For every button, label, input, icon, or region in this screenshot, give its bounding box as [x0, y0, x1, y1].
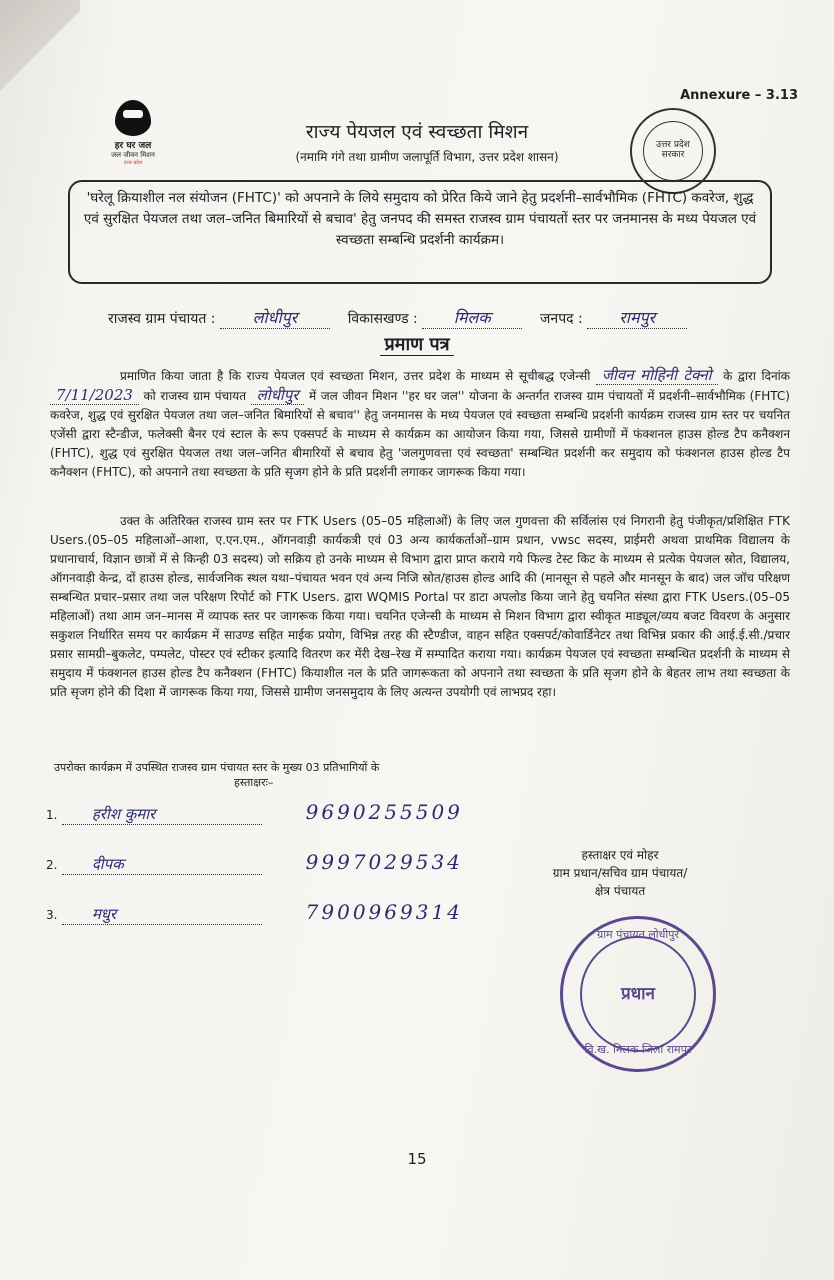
- participant-number: 3.: [46, 908, 58, 922]
- block-value: मिलक: [422, 306, 522, 329]
- stamp-bottom-text: वि.ख. मिलक जिला रामपुर: [584, 1043, 692, 1056]
- district-label: जनपद :: [540, 311, 583, 327]
- mission-title: राज्य पेयजल एवं स्वच्छता मिशन: [305, 121, 529, 143]
- block-label: विकासखण्ड :: [347, 311, 418, 327]
- certificate-title: [0, 332, 834, 356]
- participant-row: [46, 850, 463, 875]
- participant-name: मधुर: [62, 904, 262, 925]
- stamp-line2: ग्राम प्रधान/सचिव ग्राम पंचायत/: [552, 866, 688, 880]
- para1-to-panchayat: को राजस्व ग्राम पंचायत: [143, 389, 247, 403]
- mission-subtitle: (नमामि गंगे तथा ग्रामीण जलापूर्ति विभाग, उत्तर प्रदेश शासन): [295, 150, 559, 164]
- participant-number: 1.: [46, 808, 58, 822]
- stamp-line1: हस्ताक्षर एवं मोहर: [581, 848, 659, 862]
- location-line: [108, 306, 687, 329]
- stamp-inner-ring: [580, 936, 696, 1052]
- district-value: रामपुर: [587, 306, 687, 329]
- stamp-top-text: ग्राम पंचायत लोधीपुर: [596, 928, 680, 941]
- participant-name: दीपक: [62, 854, 262, 875]
- participant-phone: 9690255509: [305, 800, 463, 824]
- logo-line2: जल जीवन मिशन: [111, 151, 155, 159]
- program-title-text: 'घरेलू क्रियाशील नल संयोजन (FHTC)' को अपनाने के लिये समुदाय को प्रेरित किये जाने हेतु प्रदर्शनी–सार्वभौमिक (FHTC) कवरेज, शुद्ध एवं सुरक्षित पेयजल तथा जल–जनित बिमारियों से बचाव' हेतु जनपद की समस्त राजस्व ग्राम पंचायतों स्तर पर जनमानस के मध्य पेयजल एवं स्वच्छता सम्बन्धि प्रदर्शनी कार्यक्रम।: [83, 190, 757, 248]
- para1-intro: प्रमाणित किया जाता है कि राज्य पेयजल एवं स्वच्छता मिशन, उत्तर प्रदेश के माध्यम से सूचीबद्ध एजेन्सी: [120, 369, 591, 383]
- para1-panchayat: लोधीपुर: [251, 386, 305, 405]
- annexure-label: Annexure – 3.13: [680, 88, 798, 103]
- participant-row: [46, 800, 463, 825]
- participant-name: हरीश कुमार: [62, 804, 262, 825]
- emblem-text: उत्तर प्रदेश सरकार: [643, 121, 703, 181]
- participant-phone: 9997029534: [305, 850, 463, 874]
- panchayat-label: राजस्व ग्राम पंचायत :: [108, 311, 216, 327]
- signatures-intro-line1: उपरोक्त कार्यक्रम में उपस्थित राजस्व ग्राम पंचायत स्तर के मुख्य 03 प्रतिभागियों के: [54, 761, 380, 774]
- signatures-intro: [54, 760, 379, 790]
- participant-phone: 7900969314: [305, 900, 463, 924]
- stamp-signature-block: [520, 846, 720, 900]
- panchayat-value: लोधीपुर: [220, 306, 330, 329]
- certificate-title-text: प्रमाण पत्र: [380, 334, 453, 356]
- paragraph-1: [50, 366, 790, 482]
- logo-line3: उत्तर प्रदेश: [123, 160, 143, 166]
- stamp-center-text: प्रधान: [621, 984, 655, 1004]
- participant-number: 2.: [46, 858, 58, 872]
- paragraph-2: उक्त के अतिरिक्त राजस्व ग्राम स्तर पर FTK Users (05–05 महिलाओं) के लिए जल गुणवत्ता की सर्विलांस एवं निगरानी हेतु पंजीकृत/प्रशिक्षित FTK Users.(05–05 महिलाओं–आशा, ए.एन.एम., ऑगनवाड़ी कार्यकत्री एवं 03 अन्य कार्यकर्ताओं–ग्राम प्रधान, vwsc सदस्य, प्राईमरी अथवा प्राथमिक विद्यालय के प्रधानाचार्य, विज्ञान छात्रों में से किन्ही 03 सदस्य) जो सक्रिय हो उनके माध्यम से विभाग द्वारा प्राप्त कराये गये फिल्ड टेस्ट किट के माध्यम से प्रत्येक पेयजल स्रोत, विद्यालय, ऑगनवाड़ी केन्द्र, दों हाउस होल्ड, सार्वजनिक स्थल यथा–पंचायत भवन एवं अन्य निजि स्रोत/हाउस होल्ड आदि की (मानसून से पहले और मानसून के बाद) जल जॉच परिक्षण सम्बन्धित प्रचार–प्रसार तथा जल परिक्षण रिपोर्ट को FTK Users. द्वारा WQMIS Portal पर डाटा अपलोड किया जाने हेतु चयनित संस्था द्वारा FTK Users.(05–05 महिलाओं) तथा आम जन–मानस में व्यापक स्तर पर जागरूक किया गया। चयनित एजेन्सी के माध्यम से मिशन विभाग द्वारा स्वीकृत माड्यूल/व्यय बजट विवरण के अनुसार सकुशल निर्धारित समय पर कार्यक्रम में साउण्ड सहित माईक प्रयोग, विभिन्न तरह की स्टैण्डीज, वाहन सहित एक्सपर्ट/कोवार्डिनेटर तथा विभिन्न प्रकार की आई.ई.सी./प्रचार प्रसार सामग्री–बुकलेट, पम्पलेट, पोस्टर एवं स्टीकर इत्यादि वितरण कर मेंरी देख–रेख में सम्पादित कराया गया। कार्यक्रम पेयजल एवं स्वच्छता सम्बन्धित प्रदर्शनी के माध्यम से समुदाय में फंक्शनल हाउस होल्ड टैप कनैक्शन (FHTC) कियाशील नल के प्रति जागरूकता को अपनाने तथा स्वच्छता के प्रति सृजग होने के बेहतर लाभ तथा स्वच्छता के प्रति सृजग होने की दिशा में जागरूक किया गया, जिससे ग्रामीण जनसमुदाय के लिए अत्यन्त उपयोगी एवं लाभप्रद रहा।: [50, 514, 790, 699]
- signatures-intro-line2: हस्ताक्षरः–: [234, 776, 274, 789]
- logo-line1: हर घर जल: [114, 141, 152, 151]
- stamp-line3: क्षेत्र पंचायत: [594, 884, 646, 898]
- agency-name: जीवन मोहिनी टेक्नो: [596, 366, 718, 385]
- program-date: 7/11/2023: [50, 386, 139, 405]
- para1-rest: में जल जीवन मिशन ''हर घर जल'' योजना के अन्तर्गत राजस्व ग्राम पंचायतों में प्रदर्शनी–सार्वभौमिक (FHTC) कवरेज, शुद्ध एवं सुरक्षित पेयजल तथा जल–जनित बिमारियों से बचाव'' हेतु जनमानस के मध्य पेयजल एवं स्वच्छता सम्बन्धि प्रदर्शनी कार्यक्रम राजस्व ग्राम स्तर पर चयनित एजेंसी द्वारा स्टैन्डीज, फलेक्सी बैनर एवं स्टाल के रूप एक्सपर्ट के माध्यम से कार्यक्रम का आयोजन किया गया, जिससे ग्रामीणों में फंक्शनल हाउस होल्ड टैप कनैक्शन (FHTC), शुद्ध एवं सुरक्षित पेयजल तथा जल–जनित बीमारियों से बचाव हेतु 'जलगुणवत्ता एवं स्वच्छता' सम्बन्धित प्रदर्शनी कर समुदाय को फंक्शनल हाउस होल्ड टैप कनैक्शन (FHTC), को अपनाने तथा स्वच्छता के प्रति सृजग होने के प्रति प्रदर्शनी लगाकर जागरूक किया गया।: [50, 389, 790, 479]
- para1-by: के द्वारा दिनांक: [723, 369, 790, 383]
- page-number: 15: [407, 1150, 427, 1168]
- program-title-box: [68, 180, 772, 284]
- official-stamp: [560, 916, 716, 1072]
- participant-row: [46, 900, 463, 925]
